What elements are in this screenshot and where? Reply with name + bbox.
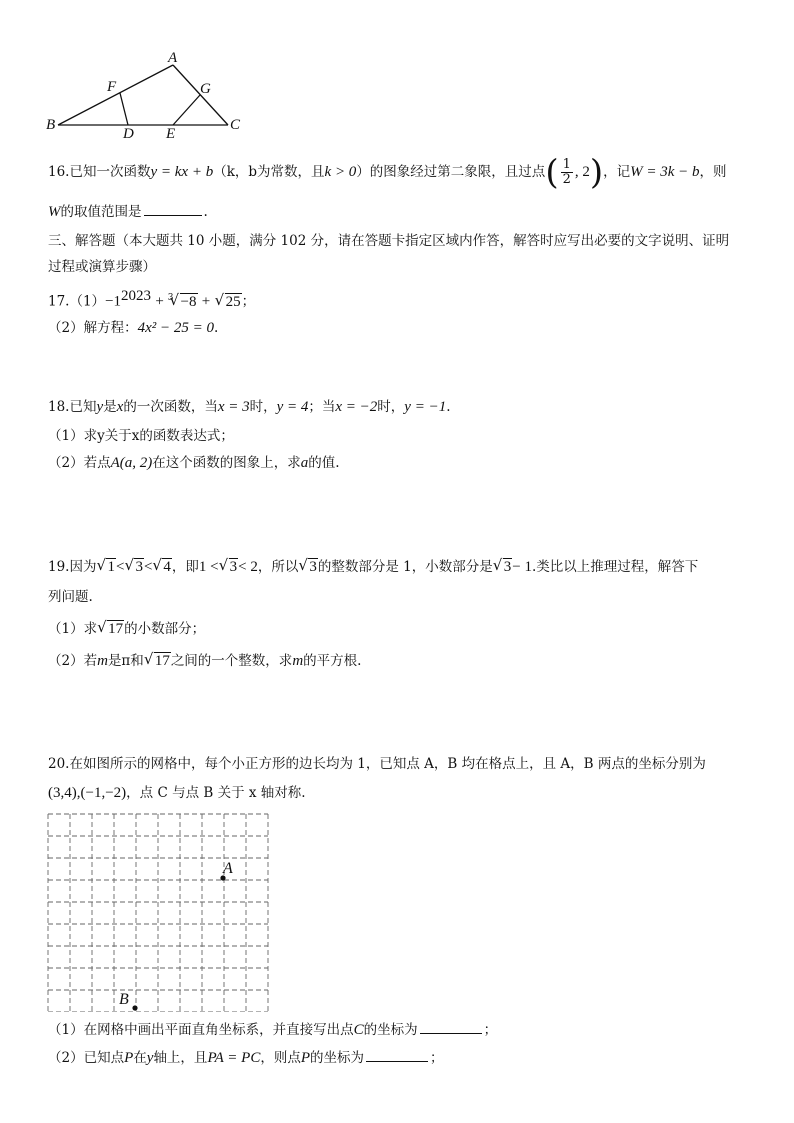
label-C: C (230, 117, 241, 133)
q18-line1: 18.已知y是x的一次函数，当x = 3时，y = 4；当x = −2时，y = −1. (48, 399, 451, 415)
q18-part2: （2）若点A(a, 2)在这个函数的图象上，求a的值. (48, 455, 340, 471)
label-D: D (123, 126, 134, 140)
q20-part2: （2）已知点P在y轴上，且PA = PC，则点P的坐标为 ； (48, 1047, 444, 1068)
q19-part1: （1）求√ 17的小数部分； (48, 619, 205, 639)
cube-root: √ −8 (171, 292, 198, 312)
q19-part2: （2）若m是π和√ 17之间的一个整数，求m的平方根. (48, 651, 361, 671)
sqrt-25: √ 25 (216, 292, 242, 312)
coordinate-grid[interactable] (46, 812, 270, 1012)
q20-line2: (3,4),(−1,−2)，点 C 与点 B 关于 x 轴对称. (48, 785, 306, 801)
answer-blank-p[interactable] (366, 1047, 428, 1062)
label-E: E (166, 126, 176, 140)
answer-blank[interactable] (144, 201, 202, 216)
answer-blank-c[interactable] (420, 1019, 482, 1034)
label-G: G (200, 81, 211, 97)
fraction-half: $\frac{1}{2}$ (562, 157, 571, 187)
q17-part1: $17.(1)-1^{2023} + ^3√ -8$ + √ 25； (48, 286, 255, 312)
q19-line1: 19.因为√ 1<√ 3<√ 4，即1 <√ 3< 2，所以√ 3的整数部分是 1，小数部分是√ 3− 1.类比以上推理过程，解答下 (48, 557, 698, 577)
point-A-label: A (223, 860, 233, 877)
triangle-figure (40, 44, 250, 140)
label-F: F (107, 79, 117, 95)
point-B-label: B (119, 991, 129, 1008)
q20-line1: 20.在如图所示的网格中，每个小正方形的边长均为 1，已知点 A，B 均在格点上，且 A，B 两点的坐标分别为 (48, 756, 706, 772)
point-B-dot (132, 1005, 137, 1010)
q16-line2: W的取值范围是 . (48, 201, 208, 222)
q18-part1: （1）求y关于x的函数表达式； (48, 428, 234, 444)
q17-part2: （2）解方程：4x² − 25 = 0. (48, 320, 219, 336)
section3-line2: 过程或演算步骤） (48, 259, 156, 275)
label-B: B (46, 117, 56, 133)
section3-line1: 三、解答题（本大题共 10 小题，满分 102 分，请在答题卡指定区域内作答，解答时应写出必要的文字说明、证明 (48, 233, 730, 249)
q20-part1: （1）在网格中画出平面直角坐标系，并直接写出点C的坐标为 ； (48, 1019, 497, 1040)
q19-line2: 列问题. (48, 589, 93, 605)
label-A: A (168, 50, 178, 66)
q16-line1: 16.已知一次函数y = kx + b（k，b为常数，且k > 0）的图象经过第二象限，且过点( $\frac{1}{2}$ , 2)，记W = 3k − b，则 (48, 152, 727, 193)
